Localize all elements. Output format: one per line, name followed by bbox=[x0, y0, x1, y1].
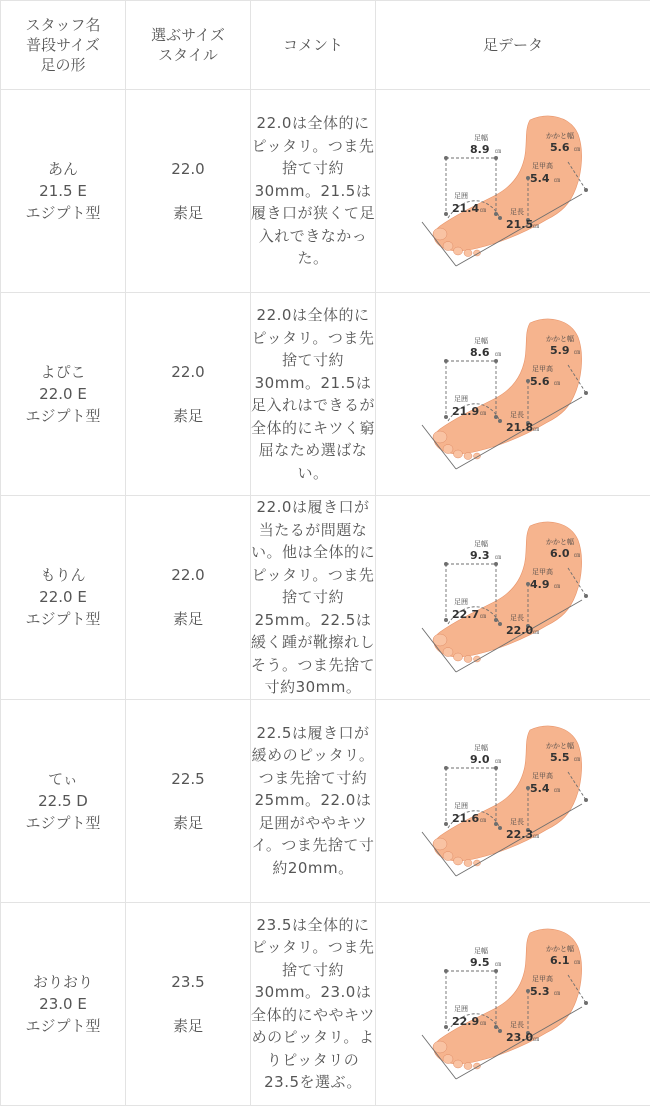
label-girth: 足囲 bbox=[454, 1004, 468, 1013]
label-length: 足長 bbox=[510, 613, 524, 622]
label-heel: かかと幅 bbox=[546, 131, 574, 140]
staff-usual-size: 21.5 E bbox=[1, 180, 125, 202]
style: 素足 bbox=[126, 1015, 250, 1037]
unit-girth: ㎝ bbox=[480, 207, 486, 214]
staff-name: もりん bbox=[1, 564, 125, 586]
label-girth: 足囲 bbox=[454, 801, 468, 810]
header-staff-line1: スタッフ名 bbox=[1, 15, 125, 35]
value-instep: 5.6 bbox=[530, 375, 550, 388]
staff-foot-shape: エジプト型 bbox=[1, 202, 125, 224]
chosen-size: 22.0 bbox=[126, 361, 250, 383]
style: 素足 bbox=[126, 202, 250, 224]
value-girth: 21.4 bbox=[452, 202, 479, 215]
staff-usual-size: 23.0 E bbox=[1, 993, 125, 1015]
unit-length: ㎝ bbox=[533, 1036, 539, 1043]
header-staff-line3: 足の形 bbox=[1, 55, 125, 75]
label-instep: 足甲高 bbox=[532, 974, 553, 983]
staff-usual-size: 22.0 E bbox=[1, 586, 125, 608]
staff-name: てぃ bbox=[1, 768, 125, 790]
unit-length: ㎝ bbox=[533, 833, 539, 840]
chosen-size: 22.5 bbox=[126, 768, 250, 790]
table-row bbox=[1, 90, 650, 293]
label-instep: 足甲高 bbox=[532, 567, 553, 576]
header-size bbox=[126, 1, 251, 90]
foot-diagram bbox=[418, 309, 608, 479]
foot-data-cell bbox=[376, 496, 650, 700]
unit-width: ㎝ bbox=[495, 758, 501, 765]
comment-cell: 22.0は履き口が当たるが問題ない。他は全体的にピッタリ。つま先捨て寸約25mm。22.5は緩く踵が靴擦れしそう。つま先捨て寸約30mm。 bbox=[251, 496, 376, 700]
header-foot-data: 足データ bbox=[376, 1, 650, 90]
staff-usual-size: 22.5 D bbox=[1, 790, 125, 812]
unit-instep: ㎝ bbox=[554, 990, 560, 997]
value-length: 23.0 bbox=[506, 1031, 533, 1044]
unit-heel: ㎝ bbox=[574, 349, 580, 356]
value-instep: 5.3 bbox=[530, 985, 550, 998]
label-width: 足幅 bbox=[474, 336, 488, 345]
unit-width: ㎝ bbox=[495, 961, 501, 968]
header-comment: コメント bbox=[251, 1, 376, 90]
header-staff bbox=[1, 1, 126, 90]
staff-cell bbox=[1, 496, 126, 700]
chosen-size: 22.0 bbox=[126, 564, 250, 586]
comment-cell: 22.5は履き口が緩めのピッタリ。つま先捨て寸約25mm。22.0は足囲がややキツイ。つま先捨て寸約20mm。 bbox=[251, 699, 376, 902]
value-heel: 6.0 bbox=[550, 547, 570, 560]
table-row bbox=[1, 496, 650, 700]
chosen-size: 22.0 bbox=[126, 158, 250, 180]
label-instep: 足甲高 bbox=[532, 364, 553, 373]
style: 素足 bbox=[126, 405, 250, 427]
unit-girth: ㎝ bbox=[480, 410, 486, 417]
label-girth: 足囲 bbox=[454, 394, 468, 403]
foot-diagram bbox=[418, 919, 608, 1089]
style: 素足 bbox=[126, 608, 250, 630]
staff-name: よぴこ bbox=[1, 361, 125, 383]
size-cell bbox=[126, 293, 251, 496]
label-instep: 足甲高 bbox=[532, 771, 553, 780]
staff-foot-shape: エジプト型 bbox=[1, 608, 125, 630]
foot-data-cell bbox=[376, 90, 650, 293]
staff-cell bbox=[1, 699, 126, 902]
staff-usual-size: 22.0 E bbox=[1, 383, 125, 405]
label-length: 足長 bbox=[510, 817, 524, 826]
label-heel: かかと幅 bbox=[546, 334, 574, 343]
foot-diagram bbox=[418, 106, 608, 276]
value-length: 22.3 bbox=[506, 828, 533, 841]
unit-heel: ㎝ bbox=[574, 146, 580, 153]
unit-instep: ㎝ bbox=[554, 583, 560, 590]
staff-cell bbox=[1, 902, 126, 1105]
staff-name: あん bbox=[1, 158, 125, 180]
unit-instep: ㎝ bbox=[554, 177, 560, 184]
label-length: 足長 bbox=[510, 1020, 524, 1029]
staff-name: おりおり bbox=[1, 971, 125, 993]
label-heel: かかと幅 bbox=[546, 944, 574, 953]
header-size-line2: スタイル bbox=[126, 45, 250, 65]
label-length: 足長 bbox=[510, 207, 524, 216]
unit-length: ㎝ bbox=[533, 629, 539, 636]
label-instep: 足甲高 bbox=[532, 161, 553, 170]
staff-foot-shape: エジプト型 bbox=[1, 1015, 125, 1037]
foot-diagram bbox=[418, 716, 608, 886]
header-size-line1: 選ぶサイズ bbox=[126, 25, 250, 45]
table-row bbox=[1, 902, 650, 1105]
value-girth: 22.9 bbox=[452, 1015, 479, 1028]
label-width: 足幅 bbox=[474, 133, 488, 142]
label-length: 足長 bbox=[510, 410, 524, 419]
value-length: 21.5 bbox=[506, 218, 533, 231]
label-width: 足幅 bbox=[474, 946, 488, 955]
value-width: 8.9 bbox=[470, 143, 490, 156]
size-cell bbox=[126, 902, 251, 1105]
staff-foot-shape: エジプト型 bbox=[1, 812, 125, 834]
unit-heel: ㎝ bbox=[574, 959, 580, 966]
value-instep: 4.9 bbox=[530, 578, 550, 591]
table-header-row bbox=[1, 1, 650, 90]
value-instep: 5.4 bbox=[530, 782, 550, 795]
unit-girth: ㎝ bbox=[480, 613, 486, 620]
foot-data-cell bbox=[376, 293, 650, 496]
unit-length: ㎝ bbox=[533, 426, 539, 433]
foot-data-cell bbox=[376, 902, 650, 1105]
value-heel: 5.9 bbox=[550, 344, 570, 357]
label-heel: かかと幅 bbox=[546, 537, 574, 546]
unit-instep: ㎝ bbox=[554, 787, 560, 794]
unit-width: ㎝ bbox=[495, 554, 501, 561]
style: 素足 bbox=[126, 812, 250, 834]
chosen-size: 23.5 bbox=[126, 971, 250, 993]
comment-cell: 23.5は全体的にピッタリ。つま先捨て寸約30mm。23.0は全体的にややキツめのピッタリ。よりピッタリの23.5を選ぶ。 bbox=[251, 902, 376, 1105]
table-row bbox=[1, 293, 650, 496]
size-cell bbox=[126, 496, 251, 700]
staff-foot-shape: エジプト型 bbox=[1, 405, 125, 427]
value-heel: 5.5 bbox=[550, 751, 570, 764]
size-cell bbox=[126, 699, 251, 902]
table-row bbox=[1, 699, 650, 902]
foot-data-cell bbox=[376, 699, 650, 902]
label-girth: 足囲 bbox=[454, 191, 468, 200]
unit-instep: ㎝ bbox=[554, 380, 560, 387]
unit-girth: ㎝ bbox=[480, 1020, 486, 1027]
unit-width: ㎝ bbox=[495, 351, 501, 358]
value-length: 21.8 bbox=[506, 421, 533, 434]
unit-heel: ㎝ bbox=[574, 756, 580, 763]
value-heel: 6.1 bbox=[550, 954, 570, 967]
label-width: 足幅 bbox=[474, 743, 488, 752]
value-width: 9.5 bbox=[470, 956, 490, 969]
unit-heel: ㎝ bbox=[574, 552, 580, 559]
unit-length: ㎝ bbox=[533, 223, 539, 230]
label-width: 足幅 bbox=[474, 539, 488, 548]
size-cell bbox=[126, 90, 251, 293]
value-length: 22.0 bbox=[506, 624, 533, 637]
value-heel: 5.6 bbox=[550, 141, 570, 154]
staff-cell bbox=[1, 293, 126, 496]
header-staff-line2: 普段サイズ bbox=[1, 35, 125, 55]
value-width: 9.3 bbox=[470, 549, 490, 562]
comment-cell: 22.0は全体的にピッタリ。つま先捨て寸約30mm。21.5は履き口が狭くて足入れできなかった。 bbox=[251, 90, 376, 293]
comment-cell: 22.0は全体的にピッタリ。つま先捨て寸約30mm。21.5は足入れはできるが全体的にキツく窮屈なため選ばない。 bbox=[251, 293, 376, 496]
label-heel: かかと幅 bbox=[546, 741, 574, 750]
value-girth: 21.9 bbox=[452, 405, 479, 418]
value-instep: 5.4 bbox=[530, 172, 550, 185]
unit-width: ㎝ bbox=[495, 148, 501, 155]
value-width: 9.0 bbox=[470, 753, 490, 766]
foot-diagram bbox=[418, 512, 608, 682]
value-girth: 21.6 bbox=[452, 812, 479, 825]
label-girth: 足囲 bbox=[454, 597, 468, 606]
value-width: 8.6 bbox=[470, 346, 490, 359]
staff-cell bbox=[1, 90, 126, 293]
unit-girth: ㎝ bbox=[480, 817, 486, 824]
value-girth: 22.7 bbox=[452, 608, 479, 621]
